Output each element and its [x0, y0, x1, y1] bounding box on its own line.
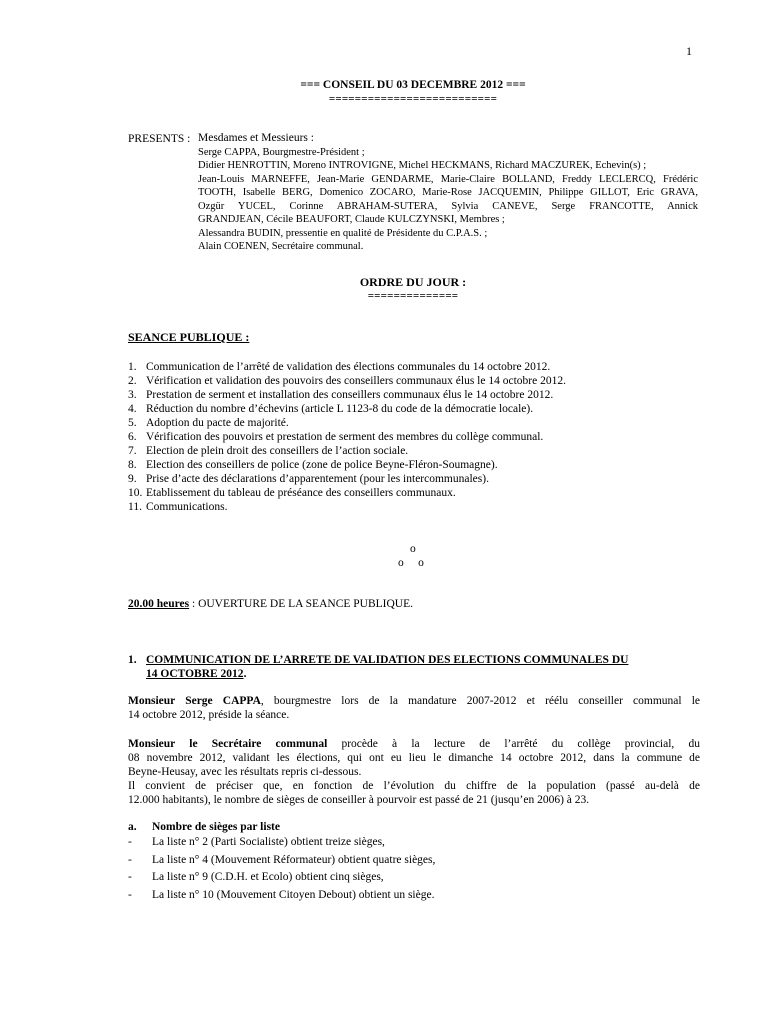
agenda-text: Prestation de serment et installation des conseillers communaux élus le 14 octobre 2012. [146, 389, 554, 401]
seats-item [128, 835, 700, 853]
seats-text: La liste n° 9 (C.D.H. et Ecolo) obtient cinq sièges, [152, 871, 384, 883]
agenda-item [128, 416, 728, 430]
agenda-number: 7. [128, 445, 137, 457]
seats-text: La liste n° 4 (Mouvement Réformateur) obtient quatre sièges, [152, 853, 436, 866]
agenda-item [128, 374, 728, 388]
presents-list [198, 132, 698, 254]
presents-line: Jean-Louis MARNEFFE, Jean-Marie GENDARME, Marie-Claire BOLLAND, Freddy LECLERCQ, Frédéric [198, 173, 698, 185]
agenda-text: Adoption du pacte de majorité. [146, 417, 289, 429]
agenda-number: 5. [128, 417, 137, 429]
seats-item [128, 853, 700, 871]
paragraph-text: procède à la lecture de l’arrêté du collège provincial, du [327, 738, 700, 750]
opening-time: 20.00 heures [128, 598, 190, 610]
agenda-number: 6. [128, 431, 137, 443]
separator-top: o [410, 543, 416, 555]
document-title: === CONSEIL DU 03 DECEMBRE 2012 === [300, 79, 526, 91]
presents-line: Didier HENROTTIN, Moreno INTROVIGNE, Michel HECKMANS, Richard MACZUREK, Echevin(s) ; [198, 160, 647, 171]
paragraph-line: 14 octobre 2012, préside la séance. [128, 709, 290, 721]
agenda-item [128, 458, 728, 472]
subheading-seats [128, 820, 280, 834]
agenda-text: Election de plein droit des conseillers de l’action sociale. [146, 445, 409, 457]
agenda-item [128, 360, 728, 374]
agenda-text: Prise d’acte des déclarations d’apparentement (pour les intercommunales). [146, 473, 489, 485]
seance-publique-heading: SEANCE PUBLIQUE : [128, 330, 250, 344]
presents-line: Alain COENEN, Secrétaire communal. [198, 241, 364, 252]
paragraph-secretary [128, 737, 700, 807]
section-title-date: 14 OCTOBRE 2012 [146, 668, 244, 680]
section-title-end: . [243, 668, 247, 680]
separator-bottom: o o [398, 557, 424, 569]
paragraph-line [128, 737, 700, 751]
agenda-number: 10. [128, 487, 143, 499]
paragraph-line [128, 694, 700, 708]
agenda-text: Communication de l’arrêté de validation des élections communales du 14 octobre 2012. [146, 361, 551, 373]
seats-text: La liste n° 10 (Mouvement Citoyen Debout) obtient un siège. [152, 888, 435, 901]
agenda-number: 4. [128, 403, 137, 415]
seats-item [128, 870, 700, 888]
presents-label: PRESENTS : [128, 133, 191, 145]
opening-text: : OUVERTURE DE LA SEANCE PUBLIQUE. [189, 598, 413, 610]
paragraph-bold: Monsieur le Secrétaire communal [128, 738, 328, 750]
agenda-list [128, 360, 728, 514]
agenda-number: 3. [128, 389, 137, 401]
presents-line: Mesdames et Messieurs : [198, 132, 314, 144]
agenda-text: Communications. [146, 501, 228, 513]
agenda-item [128, 500, 728, 514]
agenda-number: 8. [128, 459, 137, 471]
section-number: 1. [128, 654, 137, 666]
presents-line: Ozgür YUCEL, Corinne ABRAHAM-SUTERA, Sylvia CANEVE, Serge FRANCOTTE, Annick [198, 200, 698, 212]
paragraph-line: 08 novembre 2012, validant les élections, qui ont eu lieu le dimanche 14 octobre 2012, dans la commune de [128, 752, 700, 764]
seats-item [128, 888, 700, 906]
agenda-text: Vérification des pouvoirs et prestation de serment des membres du collège communal. [146, 431, 544, 443]
list-dash: - [128, 888, 132, 901]
agenda-text: Election des conseillers de police (zone de police Beyne-Fléron-Soumagne). [146, 459, 498, 471]
section-title-line [146, 667, 700, 681]
list-dash: - [128, 836, 132, 848]
agenda-item [128, 486, 728, 500]
presents-line: Alessandra BUDIN, pressentie en qualité de Présidente du C.P.A.S. ; [198, 227, 488, 239]
subheading-text: Nombre de sièges par liste [152, 821, 280, 833]
agenda-text: Etablissement du tableau de préséance des conseillers communaux. [146, 487, 456, 499]
paragraph-president [128, 694, 700, 722]
paragraph-line: Il convient de préciser que, en fonction de l’évolution du chiffre de la population (passé au-delà de [128, 780, 700, 792]
ordre-du-jour-title: ORDRE DU JOUR : [359, 275, 467, 289]
seats-list [128, 835, 700, 905]
agenda-item [128, 472, 728, 486]
agenda-item [128, 444, 728, 458]
opening-line [128, 597, 413, 611]
paragraph-bold: Monsieur Serge CAPPA [128, 695, 261, 707]
section-title-line: COMMUNICATION DE L’ARRETE DE VALIDATION DES ELECTIONS COMMUNALES DU [146, 654, 629, 666]
list-dash: - [128, 871, 132, 883]
paragraph-line: Beyne-Heusay, avec les résultats repris ci-dessous. [128, 766, 362, 778]
paragraph-line: 12.000 habitants), le nombre de sièges de conseiller à pourvoir est passé de 21 (jusqu’en 2006) à 23. [128, 794, 590, 806]
list-dash: - [128, 853, 132, 866]
agenda-number: 11. [128, 501, 142, 513]
agenda-text: Réduction du nombre d’échevins (article L 1123-8 du code de la démocratie locale). [146, 403, 534, 415]
agenda-text: Vérification et validation des pouvoirs des conseillers communaux élus le 14 octobre 2012. [146, 375, 566, 387]
page-number: 1 [686, 44, 692, 58]
subheading-letter: a. [128, 821, 137, 833]
agenda-number: 9. [128, 473, 137, 485]
presents-line: Serge CAPPA, Bourgmestre-Président ; [198, 146, 365, 158]
agenda-number: 2. [128, 375, 137, 387]
section-1-title [128, 653, 700, 681]
seats-text: La liste n° 2 (Parti Socialiste) obtient treize sièges, [152, 836, 385, 848]
presents-line: GRANDJEAN, Cécile BEAUFORT, Claude KULCZYNSKI, Membres ; [198, 214, 505, 225]
agenda-number: 1. [128, 361, 137, 373]
agenda-item [128, 388, 728, 402]
agenda-item [128, 430, 728, 444]
presents-line: TOOTH, Isabelle BERG, Domenico ZOCARO, Marie-Rose JACQUEMIN, Philippe GILLOT, Eric GRAVA, [198, 187, 698, 198]
title-rule: ========================== [328, 93, 498, 105]
ordre-du-jour-rule: ============== [367, 290, 459, 302]
paragraph-text: , bourgmestre lors de la mandature 2007-2012 et réélu conseiller communal le [260, 695, 700, 707]
agenda-item [128, 402, 728, 416]
